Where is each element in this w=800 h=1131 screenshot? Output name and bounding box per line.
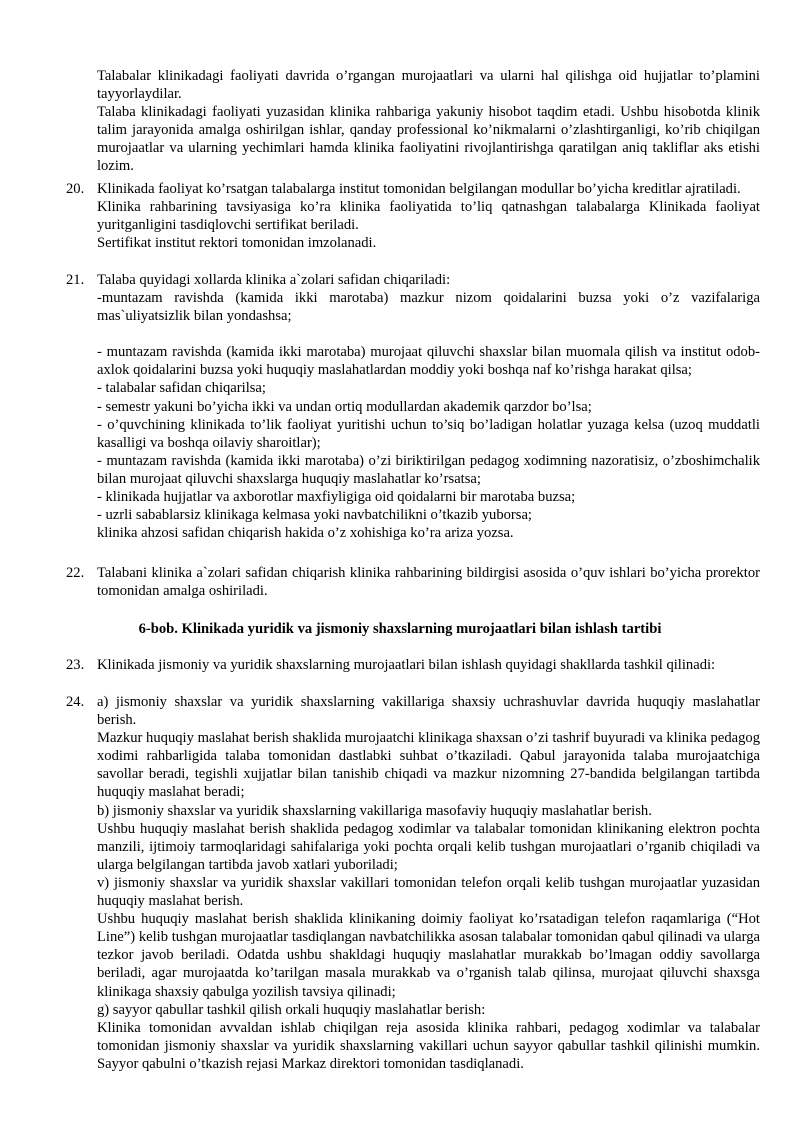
item-number: 24. [66, 694, 85, 710]
chapter-heading: 6-bob. Klinikada yuridik va jismoniy shaxslarning murojaatlari bilan ishlash tartibi [138, 621, 662, 637]
paragraph: Ushbu huquqiy maslahat berish shaklida klinikaning doimiy faoliyat ko’rsatadigan telefon raqamlariga (“Hot Line”) kelib tushgan murojaatlar tasdiqlangan navbatchilikka asosan talabalar tomonidan qabul qilinadi va ularga tezkor javob beriladi. Odatda ushbu shakldagi huquqiy maslahatlar murakkab bo’lmagan oddiy savollarga beriladi, agar murojaatda ko’tarilgan masala murakkab va o’rganish talab qilinsa, murojaat qiluvchi shaxsga klinikaga shaxsiy qabulga yozilish tavsiya qilinadi; [97, 911, 760, 1000]
paragraph-block-continued [0, 67, 800, 176]
paragraph: Sertifikat institut rektori tomonidan imzolanadi. [97, 235, 377, 252]
paragraph: - klinikada hujjatlar va axborotlar maxfiyligiga oid qoidalarni bir marotaba buzsa; [97, 489, 576, 506]
paragraph: Klinikada jismoniy va yuridik shaxslarning murojaatlari bilan ishlash quyidagi shakllarda tashkil qilinadi: [97, 657, 716, 673]
paragraph: a) jismoniy shaxslar va yuridik shaxslarning vakillariga shaxsiy uchrashuvlar davrida huquqiy maslahatlar berish. [97, 694, 760, 729]
list-item-23 [0, 656, 800, 674]
paragraph: -muntazam ravishda (kamida ikki marotaba) mazkur nizom qoidalarini buzsa yoki o’z vazifalariga mas`uliyatsizlik bilan yondashsa; [97, 290, 760, 325]
item-number: 21. [66, 272, 85, 288]
paragraph: Talaba quyidagi xollarda klinika a`zolari safidan chiqariladi: [97, 272, 451, 288]
paragraph: - semestr yakuni bo’yicha ikki va undan ortiq modullardan akademik qarzdor bo’lsa; [97, 398, 592, 415]
item-number: 20. [66, 181, 85, 197]
paragraph: Talabalar klinikadagi faoliyati davrida o’rgangan murojaatlari va ularni hal qilishga oid hujjatlar to’plamini tayyorlaydilar. [97, 68, 760, 103]
paragraph: Talabani klinika a`zolari safidan chiqarish klinika rahbarining bildirgisi asosida o’quv ishlari bo’yicha prorektor tomonidan amalga oshiriladi. [97, 565, 760, 600]
paragraph: Klinikada faoliyat ko’rsatgan talabalarga institut tomonidan belgilangan modullar bo’yicha kreditlar ajratiladi. [97, 181, 741, 197]
paragraph: - o’quvchining klinikada to’lik faoliyat yuritishi uchun to’siq bo’ladigan holatlar yuzaga kelsa (uzoq muddatli kasalligi va boshqa oilaviy sharoitlar); [97, 416, 760, 451]
list-item-21 [0, 271, 800, 542]
paragraph: v) jismoniy shaxslar va yuridik shaxslar vakillari tomonidan telefon orqali kelib tushgan murojaatlar yuzasidan huquqiy maslahat berish. [97, 874, 760, 910]
paragraph: - muntazam ravishda (kamida ikki marotaba) murojaat qiluvchi shaxslar bilan muomala qilish va institut odob-axlok qoidalarini buzsa yoki huquqiy maslahatlardan moddiy yoki boshqa naf ko’rishga harakat qilsa; [97, 344, 760, 379]
paragraph: b) jismoniy shaxslar va yuridik shaxslarning vakillariga masofaviy huquqiy maslahatlar berish. [97, 802, 652, 819]
paragraph: Mazkur huquqiy maslahat berish shaklida murojaatchi klinikaga shaxsan o’zi tashrif buyuradi va klinika pedagog xodimi rahbarligida talaba tomonidan dastlabki suhbat o’tkaziladi. Qabul jarayonida talaba murojaatchiga savollar beradi, tegishli xujjatlar bilan tanishib chiqadi va mazkur nizomning 27-bandida belgilangan tartibda huquqiy maslahat beradi; [97, 730, 760, 801]
paragraph: klinika ahzosi safidan chiqarish hakida o’z xohishiga ko’ra ariza yozsa. [97, 525, 514, 542]
list-item-24 [0, 693, 800, 1073]
paragraph: - muntazam ravishda (kamida ikki marotaba) o’zi biriktirilgan pedagog xodimning nazoratisiz, o’zboshimchalik bilan murojaat qiluvchi shaxslarga huquqiy maslahatlar ko’rsatsa; [97, 452, 760, 487]
item-number: 22. [66, 565, 85, 581]
paragraph: - talabalar safidan chiqarilsa; [97, 380, 266, 397]
paragraph: Klinika rahbarining tavsiyasiga ko’ra klinika faoliyatida to’liq qatnashgan talabalarga Klinikada faoliyat yuritganligini tasdiqlovchi sertifikat beriladi. [97, 199, 760, 234]
list-item-20 [0, 180, 800, 252]
paragraph: Talaba klinikadagi faoliyati yuzasidan klinika rahbariga yakuniy hisobot taqdim etadi. Ushbu hisobotda klinik talim jarayonida amalga oshirilgan ishlar, qanday professional ko’nikmalarni o’zlashtirganligi, ko’rib chiqilgan murojaatlar va ularning yechimlari hamda klinika faoliyatini rivojlantirishga qaratilgan aniq takliflar aks etishi lozim. [97, 104, 760, 175]
list-item-22 [0, 564, 800, 600]
item-number: 23. [66, 657, 85, 673]
paragraph: - uzrli sabablarsiz klinikaga kelmasa yoki navbatchilikni o’tkazib yuborsa; [97, 507, 532, 524]
paragraph: Ushbu huquqiy maslahat berish shaklida pedagog xodimlar va talabalar tomonidan klinikaning elektron pochta manzili, ijtimoiy tarmoqlaridagi sahifalariga yoki pochta orqali kelib tushgan murojaatlari o’rganib chiqiladi va ularga belgilangan tartibda javob xatlari yuboriladi; [97, 820, 760, 873]
blank-line [97, 325, 760, 343]
paragraph: Klinika tomonidan avvaldan ishlab chiqilgan reja asosida klinika rahbari, pedagog xodimlar va talabalar tomonidan jismoniy shaxslar va yuridik shaxslarning vakillari uchun sayyor qabullar tashkil qilinishi mumkin. Sayyor qabulni o’tkazish rejasi Markaz direktori tomonidan tasdiqlanadi. [97, 1019, 760, 1072]
paragraph: g) sayyor qabullar tashkil qilish orkali huquqiy maslahatlar berish: [97, 1001, 486, 1018]
